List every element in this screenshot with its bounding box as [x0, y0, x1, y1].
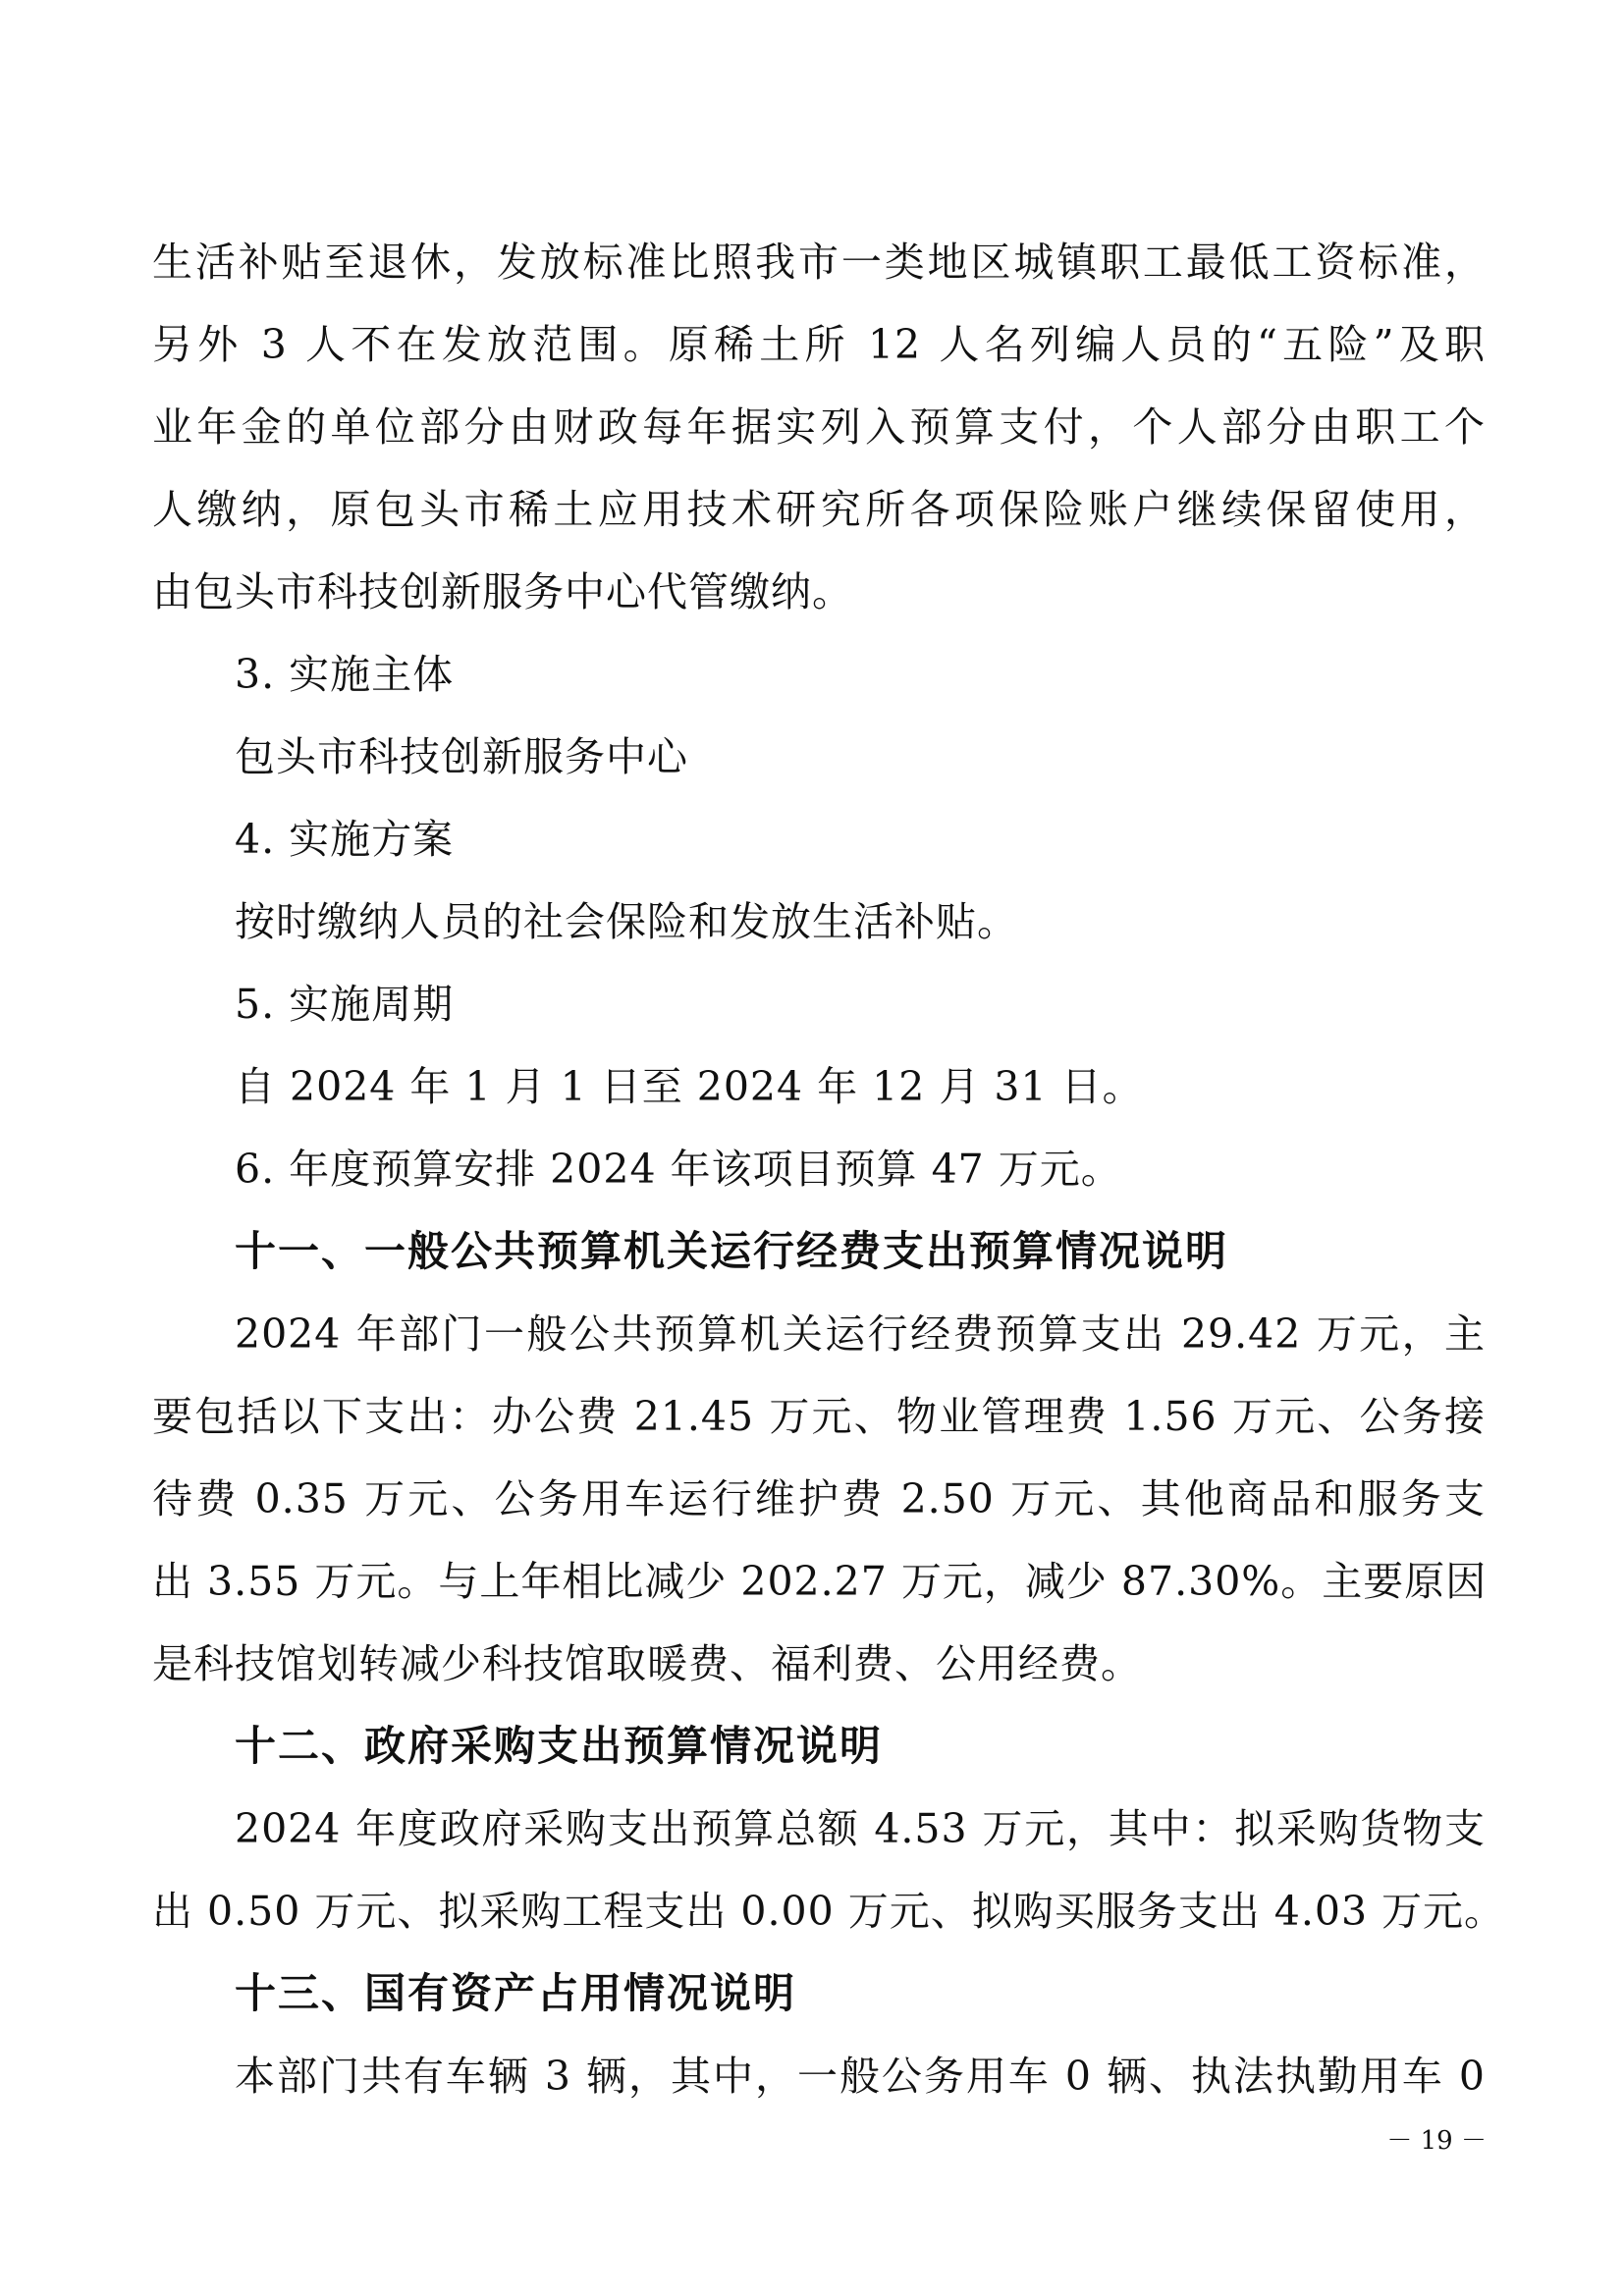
- body-line: 2024 年部门一般公共预算机关运行经费预算支出 29.42 万元，主: [235, 1310, 1486, 1358]
- body-line: 包头市科技创新服务中心: [235, 733, 688, 780]
- subheading-period: 5. 实施周期: [235, 981, 455, 1028]
- body-line: 人缴纳，原包头市稀土应用技术研究所各项保险账户继续保留使用，: [152, 486, 1486, 533]
- body-line: 本部门共有车辆 3 辆，其中，一般公务用车 0 辆、执法执勤用车 0: [235, 2053, 1486, 2100]
- body-line: 生活补贴至退休，发放标准比照我市一类地区城镇职工最低工资标准，: [152, 239, 1486, 286]
- subheading-plan: 4. 实施方案: [235, 816, 455, 863]
- body-line: 要包括以下支出：办公费 21.45 万元、物业管理费 1.56 万元、公务接: [152, 1393, 1486, 1440]
- body-line: 6. 年度预算安排 2024 年该项目预算 47 万元。: [235, 1146, 1122, 1193]
- body-line: 按时缴纳人员的社会保险和发放生活补贴。: [235, 898, 1018, 945]
- body-line: 自 2024 年 1 月 1 日至 2024 年 12 月 31 日。: [235, 1063, 1144, 1110]
- body-line: 2024 年度政府采购支出预算总额 4.53 万元，其中：拟采购货物支: [235, 1805, 1486, 1852]
- subheading-implementer: 3. 实施主体: [235, 651, 455, 698]
- body-line: 由包头市科技创新服务中心代管缴纳。: [152, 568, 853, 615]
- body-line: 另外 3 人不在发放范围。原稀土所 12 人名列编人员的“五险”及职: [152, 321, 1486, 368]
- document-body: [152, 221, 1506, 2117]
- body-line: 出 3.55 万元。与上年相比减少 202.27 万元，减少 87.30%。主要原因: [152, 1558, 1488, 1605]
- body-line: 出 0.50 万元、拟采购工程支出 0.00 万元、拟购买服务支出 4.03 万元。: [152, 1888, 1506, 1935]
- body-line: 待费 0.35 万元、公务用车运行维护费 2.50 万元、其他商品和服务支: [152, 1475, 1486, 1522]
- body-line: 是科技馆划转减少科技馆取暖费、福利费、公用经费。: [152, 1640, 1142, 1687]
- section-heading-11: 十一、一般公共预算机关运行经费支出预算情况说明: [235, 1227, 1229, 1275]
- section-heading-13: 十三、国有资产占用情况说明: [235, 1969, 797, 2017]
- section-heading-12: 十二、政府采购支出预算情况说明: [235, 1722, 884, 1770]
- page-number: － 19 －: [1386, 2126, 1487, 2156]
- body-line: 业年金的单位部分由财政每年据实列入预算支付，个人部分由职工个: [152, 403, 1486, 451]
